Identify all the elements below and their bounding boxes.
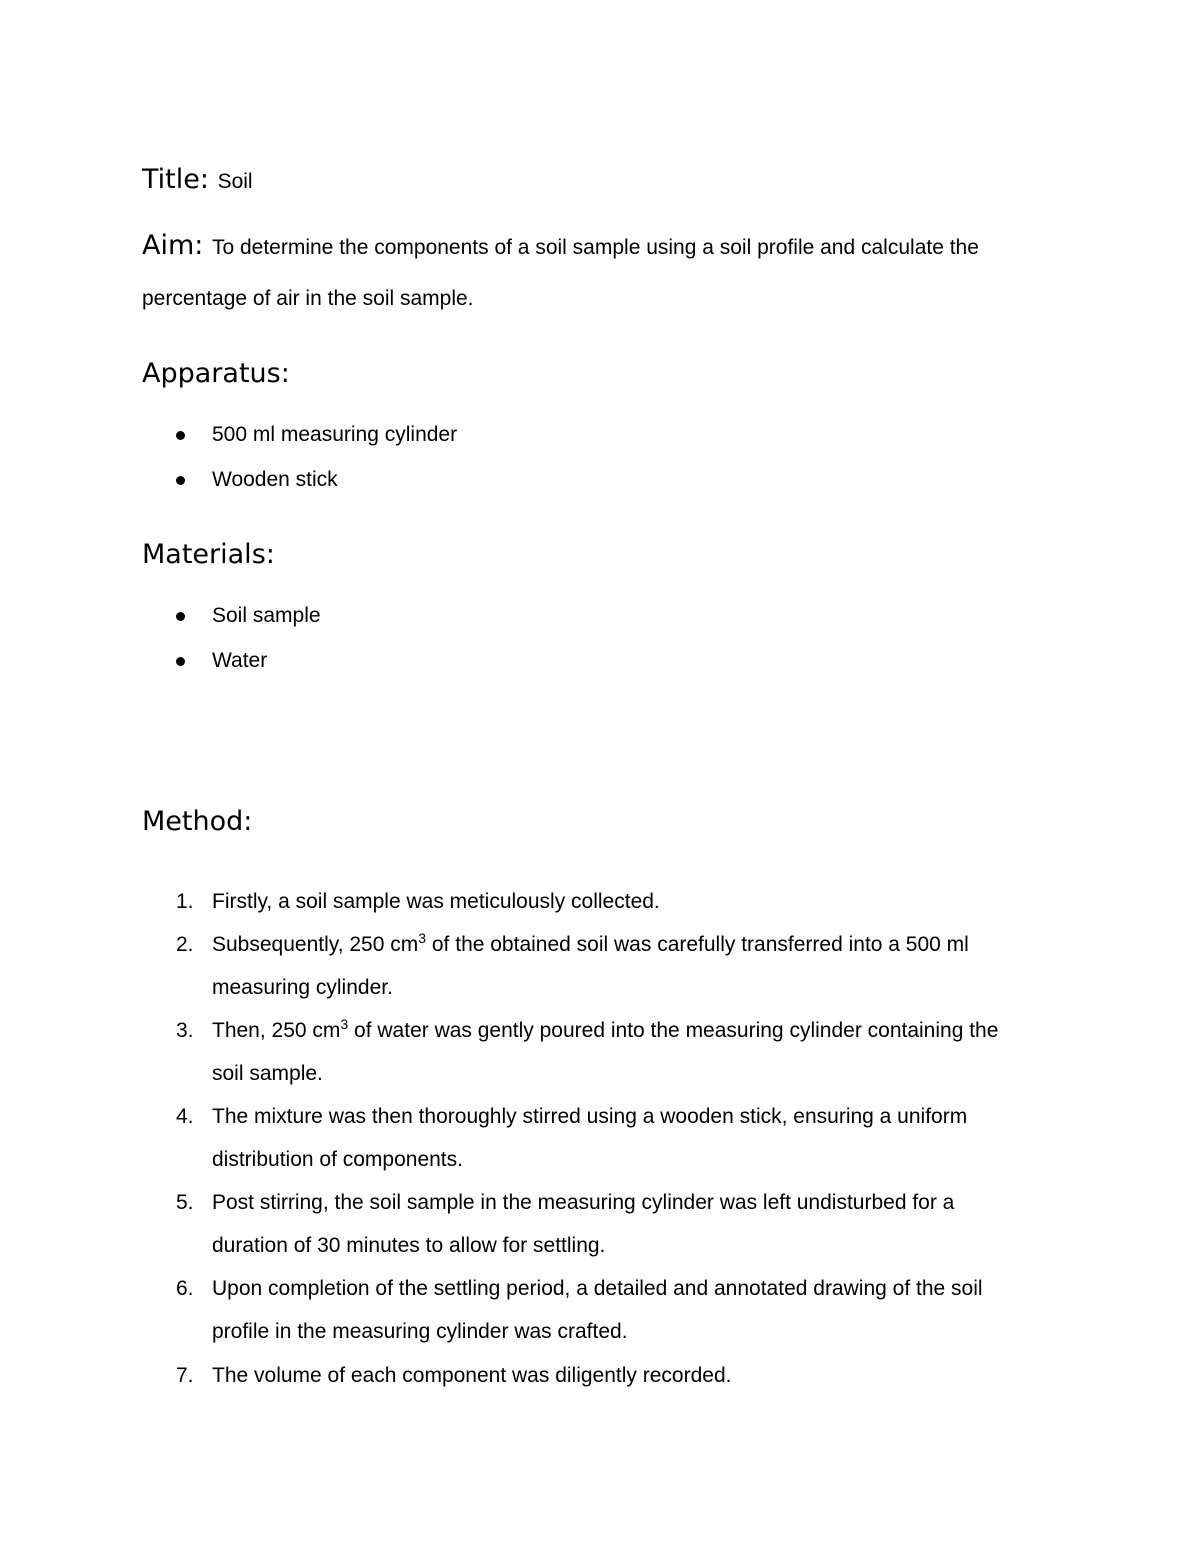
step-text-continued: profile in the measuring cylinder was crafted. <box>212 1320 628 1343</box>
aim-text-line2: percentage of air in the soil sample. <box>142 287 474 310</box>
step-text-pre: Then, 250 cm <box>212 1019 341 1042</box>
step-text: The volume of each component was diligently recorded. <box>212 1364 732 1387</box>
bullet-icon <box>176 431 185 440</box>
step-text-sup: 3 <box>418 930 427 946</box>
step-number: 3. <box>176 1019 194 1042</box>
step-text <box>212 1017 998 1045</box>
aim-label: Aim: <box>142 230 204 261</box>
step-text: The mixture was then thoroughly stirred using a wooden stick, ensuring a uniform <box>212 1105 968 1128</box>
step-text-post: of water was gently poured into the measuring cylinder containing the <box>348 1019 999 1042</box>
step-text-continued: soil sample. <box>212 1062 323 1085</box>
materials-heading: Materials: <box>142 539 275 570</box>
method-heading: Method: <box>142 806 253 837</box>
step-text-continued: distribution of components. <box>212 1148 463 1171</box>
step-text: Upon completion of the settling period, a detailed and annotated drawing of the soil <box>212 1277 983 1300</box>
step-text <box>212 931 969 959</box>
step-number: 6. <box>176 1277 194 1300</box>
bullet-icon <box>176 612 185 621</box>
bullet-icon <box>176 476 185 485</box>
materials-item: Soil sample <box>212 604 321 627</box>
title-line <box>142 164 253 198</box>
apparatus-heading: Apparatus: <box>142 358 290 389</box>
step-number: 5. <box>176 1191 194 1214</box>
step-number: 2. <box>176 933 194 956</box>
step-text: Post stirring, the soil sample in the measuring cylinder was left undisturbed for a <box>212 1191 955 1214</box>
bullet-icon <box>176 657 185 666</box>
aim-text-line1: To determine the components of a soil sample using a soil profile and calculate the <box>211 236 979 259</box>
step-number: 7. <box>176 1364 194 1387</box>
step-text-continued: duration of 30 minutes to allow for settling. <box>212 1234 606 1257</box>
materials-item: Water <box>212 649 268 672</box>
apparatus-item: 500 ml measuring cylinder <box>212 423 458 446</box>
step-text-post: of the obtained soil was carefully transferred into a 500 ml <box>426 933 969 956</box>
step-text-continued: measuring cylinder. <box>212 976 393 999</box>
step-text: Firstly, a soil sample was meticulously collected. <box>212 890 660 913</box>
step-text-pre: Subsequently, 250 cm <box>212 933 419 956</box>
step-text-sup: 3 <box>340 1016 349 1032</box>
title-value: Soil <box>217 170 253 193</box>
aim-line <box>142 230 979 264</box>
apparatus-item: Wooden stick <box>212 468 338 491</box>
title-label: Title: <box>142 164 209 195</box>
step-number: 1. <box>176 890 194 913</box>
step-number: 4. <box>176 1105 194 1128</box>
